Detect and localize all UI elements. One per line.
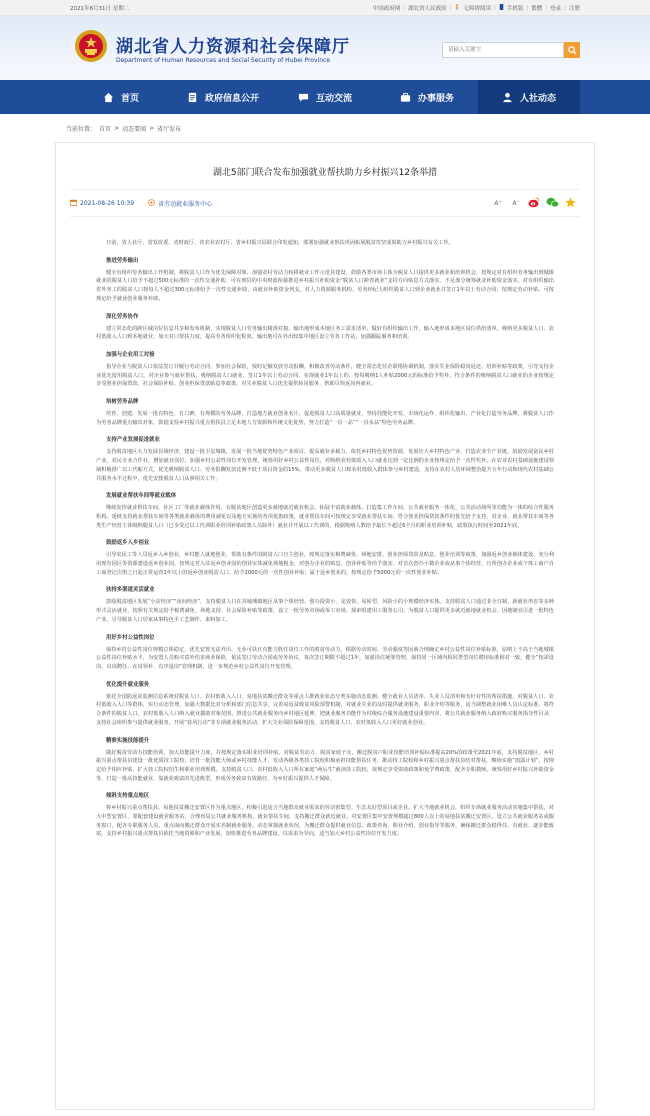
source-icon bbox=[148, 199, 155, 208]
section-text: 引导农民工等人员返乡入乡创业，乡村能人就地创业，帮助有条件的脱贫人口自主创业，按规定落实税费减免、场地安排、创业担保贷款及贴息、创业培训等政策，加强返乡创业载体建设，充分利用现有园区等资源建设返乡创业园，按规定对入驻返乡创业园的创业实体减免场地租金，对创办企业的贴息、创业补贴等给予落实。对首次创办小微企业或从事个体经营，且所创办企业或个体工商户自工商登记注册之日起正常运营1年以上的返乡创业脱贫人口，给予2000元的一次性创业补贴；属于返乡创业的，按规定给予5000元的一次性创业补贴。 bbox=[96, 552, 554, 576]
article-source bbox=[148, 199, 212, 208]
chat-icon bbox=[298, 91, 310, 103]
nav-item-news[interactable] bbox=[478, 80, 580, 114]
section-heading: 推进劳务输出 bbox=[106, 257, 139, 264]
article-intro: 日前，省人社厅、省发改委、省财政厅、省农业农村厅、省乡村振兴局联合印发通知，部署加强就业帮扶巩固拓展脱贫攻坚成果助力乡村振兴有关工作。 bbox=[106, 240, 454, 246]
section-heading: 优化提升就业服务 bbox=[106, 681, 150, 688]
search-button[interactable] bbox=[564, 42, 580, 58]
font-decrease-button[interactable]: A⁻ bbox=[512, 200, 520, 207]
home-icon bbox=[103, 91, 115, 103]
calendar-icon bbox=[70, 199, 77, 208]
section-heading: 深化劳务协作 bbox=[106, 313, 139, 320]
breadcrumb-home[interactable]: 首页 bbox=[99, 125, 112, 133]
section-text: 依托全国防返贫监测信息系统对脱贫人口、农村低收入人口、易地扶贫搬迁群众等重点人群就业状态分类实施动态监测，健全就业人员清单、失业人员清单和有针对性的帮扶措施，对脱贫人口、农村低收入人口等群体，实行动态管理，加强大数据比对分析和部门信息共享，完善易返贫致贫风险预警机制，对就业失业的及时提供就业服务、职业介绍等服务，适当调整就业困难人员认定标准，将符合条件的脱贫人口、农村低收入人口纳入就业援助对象范围，推进公共就业服务向乡村地区延伸，把就业服务功能作为村级综合服务设施建设重要内容，将公共就业服务纳入政府购买服务指导性目录，支持社会组织参与提供就业服务，开展“春风行动”等专项就业服务活动，扩大失业保险保障范围，支持脱贫人口、农村低收入人口更好就业创业。 bbox=[96, 693, 554, 726]
section-text: 保持乡村公益性岗位规模总体稳定，优先安置无法外出、无业可扶且有能力胜任岗位工作的脱贫劳动力，根据劳动时间、劳动强度等因素合理确定乡村公益性岗位补贴标准，原则上不高于当地城镇公益性岗位补贴水平，为安置人员购买意外伤害商业保险，依法签订劳动合同或劳务协议，每次签订期限不超过1年，加强岗位统筹管理，保持同一区域内相同类型岗位聘用标准相对一致，健全“按需设岗、以岗聘任、在岗领补、有序退岗”管理机制，进一步规范乡村公益性岗位开发管理。 bbox=[96, 646, 554, 670]
nav-item-gov-info[interactable] bbox=[172, 80, 274, 114]
section-text: 鼓励脱贫地区发展“小店经济”“夜间经济”，支持脱贫人口在县城城镇地区从事个体经营、创办投资小、见效快、易转型、风险小的小规模经济实体。支持脱贫人口通过非全日制、新就业形态等多种形式灵活就业，按照有关规定给予税费减免、场地支持、社会保险补贴等政策，设立一批劳务市场或零工市场，探索组建用工服务公司，为脱贫人口提供更多就近就地就业机会，因地制宜引进一批特色产业，引导脱贫人口居家从事特色手工艺制作、来料加工。 bbox=[96, 599, 554, 623]
breadcrumb-separator: > bbox=[114, 124, 120, 132]
site-title[interactable]: 湖北省人力资源和社会保障厅 bbox=[116, 37, 350, 57]
link-gov-cn[interactable]: 中国政府网 bbox=[372, 5, 401, 12]
link-register[interactable]: 注册 bbox=[568, 5, 580, 12]
nav-label: 办事服务 bbox=[417, 93, 454, 104]
section-heading: 扶持多渠道灵活就业 bbox=[106, 587, 155, 594]
section-text: 健全有组织劳务输出工作机制，将脱贫人口作为优先保障对象。加强农村劳动力转移就业工作示范县建设，鼓励各类市场主体为脱贫人口提供更多就业和培训机会。按规定对有组织劳务输出到城镇就业的脱贫人口给予不超过500元标准的一次性交通补助，可在到县的中央财政衔接推进乡村振兴补助资金“脱贫人口跨省就业”支持方向贴息方式落实。不足部分统筹就业补助资金落实，对有组织输出省外务工的脱贫人口按每人不超过300元标准给予一次性交通补助，由就业补助资金列支。对人力资源服务机构、劳务经纪人组织脱贫人口到企业就业并签订1年以上劳动合同，按规定劳动补贴。可按规定给予就业创业服务补助。 bbox=[96, 269, 554, 302]
nav-item-services[interactable] bbox=[376, 80, 478, 114]
weibo-share-icon[interactable] bbox=[528, 197, 540, 210]
mobile-icon bbox=[499, 4, 504, 12]
main-nav bbox=[0, 80, 650, 114]
divider: | bbox=[545, 4, 548, 11]
national-emblem-logo bbox=[74, 28, 108, 64]
divider: | bbox=[403, 4, 406, 11]
font-increase-button[interactable]: A⁺ bbox=[494, 200, 502, 207]
section-text: 指导企业与脱贫人口依法签订并履行劳动合同、参加社会保险，按时足额发放劳动报酬，积极改善劳动条件，健全常态化驻企联络协调机制，落实失业保险稳岗返还、培训补贴等政策，引导支持企业优先留用脱贫人口，对企业参与就业帮扶，吸纳脱贫人口就业，签订1年以上劳动合同，实现就业1年以上的，按每吸纳1人补贴2000元的标准给予奖补，符合条件的吸纳脱贫人口就业的企业按规定享受创业担保贷款、社会保险补贴、创业担保贷款贴息等政策。对失业脱贫人口优先提供转岗服务，帮助尽快返岗再就业。 bbox=[96, 363, 554, 388]
link-hubei-gov[interactable]: 湖北省人民政府 bbox=[408, 5, 447, 12]
nav-label: 政府信息公开 bbox=[204, 93, 259, 104]
nav-label: 首页 bbox=[120, 93, 139, 104]
person-icon bbox=[502, 91, 514, 103]
article-tools bbox=[492, 197, 576, 210]
nav-item-interaction[interactable] bbox=[274, 80, 376, 114]
section-heading: 精准实施技能提升 bbox=[106, 737, 150, 744]
article-meta bbox=[70, 189, 580, 217]
link-accessibility[interactable]: 无障碍阅读 bbox=[463, 5, 491, 12]
top-links bbox=[373, 4, 580, 12]
wechat-share-icon[interactable] bbox=[546, 197, 559, 210]
breadcrumb-prefix: 当前位置： bbox=[66, 125, 97, 133]
section-text: 将乡村振兴重点帮扶县、易地扶贫搬迁安置区作为重点地区，积极引进适合当地群众就业需求的劳动密集型、生态友好型项目或企业，扩大当地就业机会，组织专场就业服务活动实施集中帮扶，对大中型安置区，要配套建设就业服务站，合理布局公共就业服务机构，就业帮扶车间，支持搬迁群众就近就业。对安置区集中安置规模超过800人以上的易地扶贫搬迁安置区，设立公共就业服务站或服务窗口，配齐专职服务人员，重点面向搬迁群众开展实名制就业服务，动态掌握就业状况，为搬迁群众提供就业信息、政策咨询、职业介绍、创业指导等服务，确保搬迁群众稳得住、有就业、逐步能致富，支持乡村振兴重点帮扶县依托当地资源和产业发展，加快推进劳务品牌建设，以需求为导向，适当加大乡村公益性岗位开发力度。 bbox=[96, 805, 554, 838]
search-box bbox=[442, 42, 580, 58]
divider: | bbox=[564, 4, 566, 11]
divider: | bbox=[526, 4, 529, 11]
section-text: 培育、创建、发展一批有特色、有口碑、有规模的劳务品牌，打造地方就业创业名片，促进脱贫人口高质量就业，坚持技能化开发、市场化运作、组织化输出、产业化打造劳务品牌，将脱贫人口作为劳务品牌重点输出对象，鼓励支持乡村振兴重点帮扶县立足本地人力资源和传统文化优势，努力打造“一县一品”“一县多品”特色劳务品牌。 bbox=[96, 411, 554, 426]
search-icon bbox=[568, 46, 577, 55]
section-heading: 用好乡村公益性岗位 bbox=[106, 634, 155, 641]
breadcrumb-dept-release[interactable]: 省厅发布 bbox=[157, 125, 182, 133]
briefcase-icon bbox=[400, 91, 412, 103]
nav-label: 互动交流 bbox=[315, 93, 352, 104]
section-text: 做好脱贫劳动力技能培训，加大技能提升力度，并按规定落实职业培训补贴，对脱贫劳动力、脱贫家庭子女、搬迁脱贫户职业技能培训补贴标准提高20%的政策至2021年底，支持脱贫地区、乡村振兴重点帮扶县建设一批优质技工院校，培育一批技能大师或乡村技能人才，发动各级各类技工院校积极承担技能帮扶任务，推动技工院校和乡村振兴重点帮扶县结对帮扶，继续实施“雨露计划”，按规定给予相应补贴，扩大技工院校招生和职业培训规模，支持脱贫人口、农村低收入人口所在家庭“两后生”就读技工院校，按规定享受资助政策和免学费政策，配齐专职教师，统筹用好乡村振兴补助资金等，打造一批高技能就业、靠就业致富的先进典型，形成劳务致富有效路径，为乡村振兴提供人才保障。 bbox=[96, 749, 554, 782]
link-login[interactable]: 登录 bbox=[550, 5, 562, 12]
section-text: 支持脱贫地区大力发展县域经济，建设一批卫星城镇，发展一批当地优势特色产业项目，提高就业承载力，依托乡村特色优势资源，发展壮大乡村特色产业，打造农业全产业链，鼓励发展富民乡村产业。农民专业合作社，增加就业岗位，加强乡村公益性岗位开发管理，统筹用好乡村公益性岗位，对吸纳农村低收入人口就业达到一定比例的企业按规定给予一次性奖补。在农业农村基础设施建设领域积极推广以工代赈方式，优先吸纳脱贫人口、劳务报酬发放比例不低于项目资金的15%，带动更多脱贫人口和农村低收入群体参与乡村建设，支持在农村人居环境整治提升五年行动和现代农村基础公共服务水平过程中，优先安排脱贫人口从事相关工作。 bbox=[96, 449, 554, 482]
nav-item-home[interactable] bbox=[70, 80, 172, 114]
nav-label: 人社动态 bbox=[519, 93, 556, 104]
site-title-english: Department of Human Resources and Social Security of Hubei Province bbox=[116, 57, 331, 64]
breadcrumb-separator: > bbox=[149, 124, 155, 132]
top-utility-bar bbox=[0, 0, 650, 16]
breadcrumb bbox=[60, 114, 590, 142]
site-header bbox=[0, 16, 650, 80]
favorite-star-icon[interactable] bbox=[565, 197, 576, 210]
section-text: 继续发挥就业帮扶车间、社区工厂等就业载体作用，在脱贫地区创造更多就地就近就业机会，拓展丰富就业载体，打造集工作车间、公共就业服务一体化、公共活动场所等功能为一体的综合性服务机构。延续支持就业帮扶车间等各类就业载体的费用减免以及地方实施的各项优惠政策，就业帮扶车间可按规定享受就业帮扶车间、符合创业担保贷款条件的优先给予支持，对企业、就业帮扶车间等各类生产经营主体吸纳脱贫人口（已享受过以工代训职业培训补贴政策人员除外）就业并开展以工代训的，根据吸纳人数给予最长不超过6个月的职业培训补贴，政策执行时间至2021年底。 bbox=[96, 505, 554, 529]
section-text: 建立常态化的跨区域岗位信息共享和发布机制，实现脱贫人口劳务输出精准对接。输出地形成本地区务工需求清单，做好有组织输出工作，输入地形成本地区岗位供给清单，吸纳更多脱贫人口、农村低收入人口到本地就业，加大对口帮扶力度，提高劳务组织化程度，输出地可在外出较集中地区设立劳务工作站，加强跟踪服务和培训。 bbox=[96, 325, 554, 341]
divider: | bbox=[494, 4, 496, 11]
section-heading: 培树劳务品牌 bbox=[106, 399, 139, 406]
section-heading: 鼓励返乡入乡创业 bbox=[106, 540, 150, 547]
search-input[interactable] bbox=[442, 42, 564, 58]
article-container bbox=[55, 142, 595, 1110]
section-heading: 支持产业发展促进就业 bbox=[106, 437, 160, 444]
accessibility-icon bbox=[454, 4, 460, 12]
document-icon bbox=[187, 91, 199, 103]
source-name: 省劳动就业服务中心 bbox=[158, 200, 213, 208]
divider: | bbox=[449, 4, 452, 11]
link-mobile[interactable]: 手机版 bbox=[506, 5, 524, 12]
link-traditional[interactable]: 繁體 bbox=[531, 5, 543, 12]
article-body bbox=[56, 217, 594, 839]
article-title: 湖北5部门联合发布加强就业帮扶助力乡村振兴12条举措 bbox=[212, 168, 438, 178]
section-heading: 发展就业帮扶车间等就业载体 bbox=[106, 493, 177, 500]
publish-datetime: 2021-08-26 10:39 bbox=[80, 199, 135, 207]
current-date: 2021年8月31日 星期二 bbox=[70, 5, 130, 12]
section-heading: 加强与企业用工对接 bbox=[106, 351, 155, 358]
breadcrumb-news[interactable]: 动态要闻 bbox=[122, 125, 147, 133]
publish-time bbox=[70, 199, 134, 208]
section-heading: 倾斜支持重点地区 bbox=[106, 793, 150, 800]
